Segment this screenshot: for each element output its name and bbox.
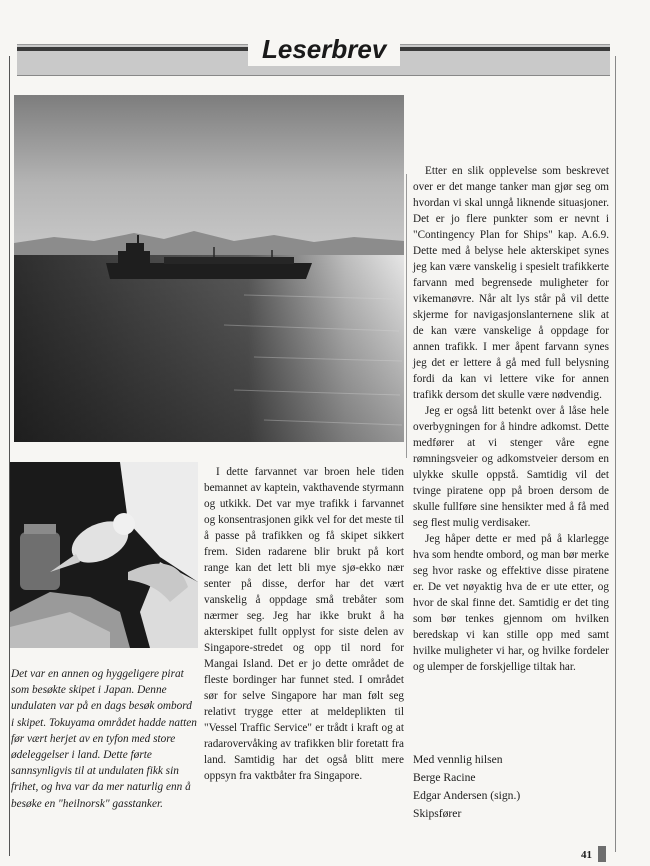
article-column-right (413, 163, 609, 675)
page-marker (598, 846, 606, 862)
signoff-greeting: Med vennlig hilsen (413, 753, 503, 766)
parakeet-photo (10, 462, 198, 648)
signoff-name-2: Edgar Andersen (sign.) (413, 789, 521, 802)
signoff-role: Skipsfører (413, 807, 462, 820)
article-column-middle (204, 464, 404, 784)
page-number: 41 (581, 849, 592, 861)
article-paragraph: Jeg håper dette er med på å klarlegge hva som hendte ombord, og man bør merke seg hvor raske og effektive disse piratene er. De vet nøyaktig hva de er ute etter, og hvor de skal finne det. Samtidig er det ting som bør tenkes gjennom om hvilken beredskap vi kan stille opp med samt hvilke muligheter vi har, og hvilke fordeler og ulemper de forskjellige tiltak har. (413, 533, 609, 673)
section-title: Leserbrev (248, 32, 400, 66)
ship-photo (14, 95, 404, 442)
left-margin-rule (9, 56, 10, 856)
caption-text: Det var en annen og hyggeligere pirat som besøkte skipet i Japan. Denne undulaten var på en dags besøk ombord i skipet. Tokuyama området hadde natten før vært herjet av en tyfon med store ødeleggelser i land. Dette førte sannsynligvis til at undulaten fikk sin frihet, og hva var da mer naturlig enn å besøke en "heilnorsk" gasstanker. (11, 668, 197, 810)
right-margin-rule (615, 56, 616, 852)
article-paragraph: Etter en slik opplevelse som beskrevet over er det mange tanker man gjør seg om hvordan vi skal unngå liknende situasjoner. Det er jo flere punkter som er nevnt i "Contingency Plan for Ships" kap. A.6.9. Dette med å belyse hele akterskipet synes jeg kan være vanskelig i spesielt trafikkerte farvann med begrensede muligheter for vikemanøvre. Når alt lys står på vil dette skjerme for navigasjonslanternene slik at de kan være vanskelige å oppdage for annen trafikk. I mer åpent farvann synes jeg det er lettere å gå med full belysning fordi da kan vi lettere vike for annen trafikk dersom det skulle være nødvendig. (413, 165, 609, 401)
column-divider (406, 174, 407, 458)
article-paragraph: I dette farvannet var broen hele tiden bemannet av kaptein, vakthavende styrmann og utkikk. Det var mye trafikk i farvannet og konsentrasjonen gikk vel for det meste til å passe på trafikken og få skipet sikkert frem. Siden radarene blir brukt på kort range kan det lett bli mye sjø-ekko nær senter på disse, derfor har det vært vanskelig å oppdage små trebåter som nærmer seg. Jeg har ikke brukt å ha akterskipet fullt opplyst for siste delen av Singapore-stredet og opp til nord for Mangai Island. Det er jo dette området de fleste bordinger har funnet sted. I området sør for selve Singapore har man følt seg relativt trygge etter at meldeplikten til "Vessel Traffic Service" er trådt i kraft og at radarovervåking av trafikken blir foretatt fra land. Samtidig har det også blitt mere oppsyn fra vaktbåter fra Singapore. (204, 466, 404, 782)
letter-signoff (413, 751, 609, 823)
article-paragraph: Jeg er også litt betenkt over å låse hele overbygningen for å hindre adkomst. Dette medfører at vi stenger våre egne rømningsveier og adkomstveier dersom en ulykke skulle oppstå. Samtidig vil det tvinge piratene opp på broen dersom de skulle fullføre sine hensikter med å få med seg flest mulig verdisaker. (413, 405, 609, 529)
photo-caption (11, 666, 197, 812)
signoff-name-1: Berge Racine (413, 771, 476, 784)
